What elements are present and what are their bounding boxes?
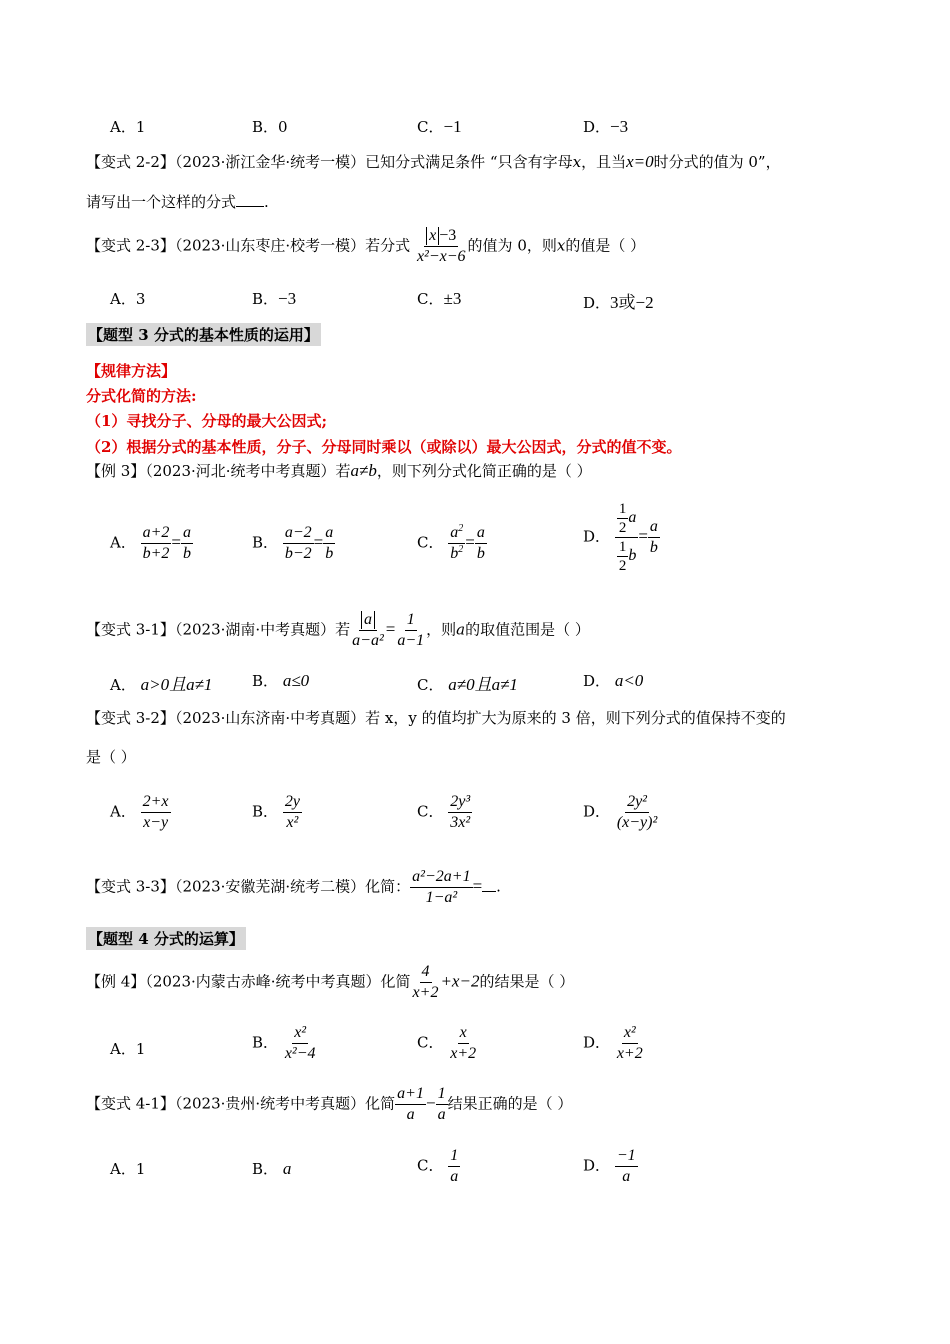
section-heading-4: 【题型 4 分式的运算】 bbox=[86, 927, 246, 950]
question-v32: 【变式 3-2】（2023·山东济南·中考真题）若 x，y 的值均扩大为原来的 3 倍，则下列分式的值保持不变的 bbox=[86, 709, 786, 727]
question-source: （2023·浙江金华·统考一模） bbox=[174, 153, 366, 171]
question-label: 【变式 2-2】 bbox=[86, 153, 175, 171]
option-d[interactable]: D．−3 bbox=[583, 117, 629, 136]
question-ex3: 【例 3】（2023·河北·统考中考真题）若a≠b，则下列分式化简正确的是（ ） bbox=[86, 461, 592, 480]
question-label: 【变式 4-1】 bbox=[86, 1094, 175, 1113]
option-d[interactable]: D．3或−2 bbox=[583, 293, 654, 312]
option-a[interactable]: A．3 bbox=[110, 290, 146, 308]
option-c[interactable]: C． $\frac{a^2}{b^2}$ = $\frac{a}{b}$ bbox=[417, 523, 485, 562]
method-title: 【规律方法】 bbox=[86, 362, 177, 380]
question-label: 【变式 3-2】 bbox=[86, 709, 175, 727]
option-b[interactable]: B． $\frac{2y}{\text{x²}}$ bbox=[252, 793, 300, 831]
option-d[interactable]: D． $\frac{-1}{a}$ bbox=[583, 1147, 636, 1185]
question-v32-line2: 是（ ） bbox=[86, 748, 136, 766]
option-b[interactable]: B． a bbox=[252, 1159, 292, 1178]
option-c[interactable]: C． a≠0且a≠1 bbox=[417, 675, 518, 694]
question-label: 【变式 3-1】 bbox=[86, 620, 175, 639]
option-a[interactable]: A．1 bbox=[110, 1160, 146, 1178]
question-v31: 【变式 3-1】（2023·湖南·中考真题）若 $\frac{a}{\text{a−a²}}$ = $\frac{1}{a-1}$ ，则a的取值范围是（ ） bbox=[86, 611, 590, 649]
answer-blank[interactable] bbox=[236, 192, 264, 207]
question-label: 【变式 2-3】 bbox=[86, 236, 175, 255]
option-a[interactable]: A．1 bbox=[110, 1040, 146, 1058]
option-d[interactable]: D． $\frac{\text{2y²}}{\text{(x−y)²}}$ bbox=[583, 793, 658, 831]
question-source: （2023·湖南·中考真题） bbox=[174, 620, 336, 639]
option-d[interactable]: D． $\frac{1}{2}$ a $\frac{1}{2}$ b = $\frac{a}{b}$ bbox=[583, 501, 658, 574]
fraction: $\frac{x -3}{\text{x²−x−6}}$ bbox=[416, 227, 466, 265]
option-b[interactable]: B． $\frac{\text{x²}}{\text{x²−4}}$ bbox=[252, 1024, 316, 1062]
option-b[interactable]: B． a≤0 bbox=[252, 671, 310, 690]
option-c[interactable]: C．±3 bbox=[417, 289, 462, 308]
question-label: 【变式 3-3】 bbox=[86, 877, 175, 896]
question-label: 【例 3】 bbox=[86, 462, 146, 480]
question-ex4: 【例 4】（2023·内蒙古赤峰·统考中考真题）化简 $\frac{4}{x+2}$ +x−2的结果是（ ） bbox=[86, 963, 575, 1001]
question-source: （2023·山东枣庄·校考一模） bbox=[174, 236, 366, 255]
question-source: （2023·贵州·统考中考真题） bbox=[174, 1094, 366, 1113]
option-d[interactable]: D． a<0 bbox=[583, 671, 644, 690]
question-label: 【例 4】 bbox=[86, 972, 146, 991]
option-c[interactable]: C． $\frac{x}{x+2}$ bbox=[417, 1024, 477, 1062]
option-a[interactable]: A． $\frac{a+2}{b+2}$ = $\frac{a}{b}$ bbox=[110, 524, 192, 562]
question-source: （2023·河北·统考中考真题） bbox=[145, 462, 336, 480]
option-b[interactable]: B．−3 bbox=[252, 289, 297, 308]
question-v41: 【变式 4-1】（2023·贵州·统考中考真题）化简 $\frac{a+1}{a}$ − $\frac{1}{a}$ 结果正确的是（ ） bbox=[86, 1085, 573, 1123]
option-c[interactable]: C． $\frac{\text{2y³}}{\text{3x²}}$ bbox=[417, 793, 471, 831]
option-a[interactable]: A．1 bbox=[110, 118, 146, 136]
option-b[interactable]: B． $\frac{a-2}{b-2}$ = $\frac{a}{b}$ bbox=[252, 524, 334, 562]
question-v22-line2: 请写出一个这样的分式 . bbox=[86, 193, 269, 211]
question-v22: 【变式 2-2】（2023·浙江金华·统考一模）已知分式满足条件 “只含有字母x，且当x=0时分式的值为 0”， bbox=[86, 152, 781, 171]
section-heading-3: 【题型 3 分式的基本性质的运用】 bbox=[86, 323, 321, 346]
method-subtitle: 分式化简的方法: bbox=[86, 387, 197, 405]
option-d[interactable]: D． $\frac{\text{x²}}{x+2}$ bbox=[583, 1024, 643, 1062]
method-step-2: （2）根据分式的基本性质，分子、分母同时乘以（或除以）最大公因式，分式的值不变。 bbox=[86, 438, 682, 456]
option-a[interactable]: A． $\frac{2+x}{x-y}$ bbox=[110, 793, 169, 831]
answer-blank[interactable] bbox=[482, 877, 496, 892]
option-c[interactable]: C． $\frac{1}{a}$ bbox=[417, 1147, 459, 1185]
option-a[interactable]: A． a>0且a≠1 bbox=[110, 675, 213, 694]
option-c[interactable]: C．−1 bbox=[417, 117, 462, 136]
question-source: （2023·内蒙古赤峰·统考中考真题） bbox=[145, 972, 381, 991]
question-v33: 【变式 3-3】（2023·安徽芜湖·统考二模）化简： $\frac{\text{a²−2a+1}}{\text{1−a²}}$ = . bbox=[86, 868, 501, 906]
question-source: （2023·山东济南·中考真题） bbox=[174, 709, 366, 727]
question-source: （2023·安徽芜湖·统考二模） bbox=[174, 877, 366, 896]
question-v23: 【变式 2-3】（2023·山东枣庄·校考一模）若分式 $\frac{x -3}{\text{x²−x−6}}$ 的值为 0，则x的值是（ ） bbox=[86, 227, 646, 265]
method-step-1: （1）寻找分子、分母的最大公因式; bbox=[86, 412, 327, 430]
option-b[interactable]: B．0 bbox=[252, 118, 288, 136]
